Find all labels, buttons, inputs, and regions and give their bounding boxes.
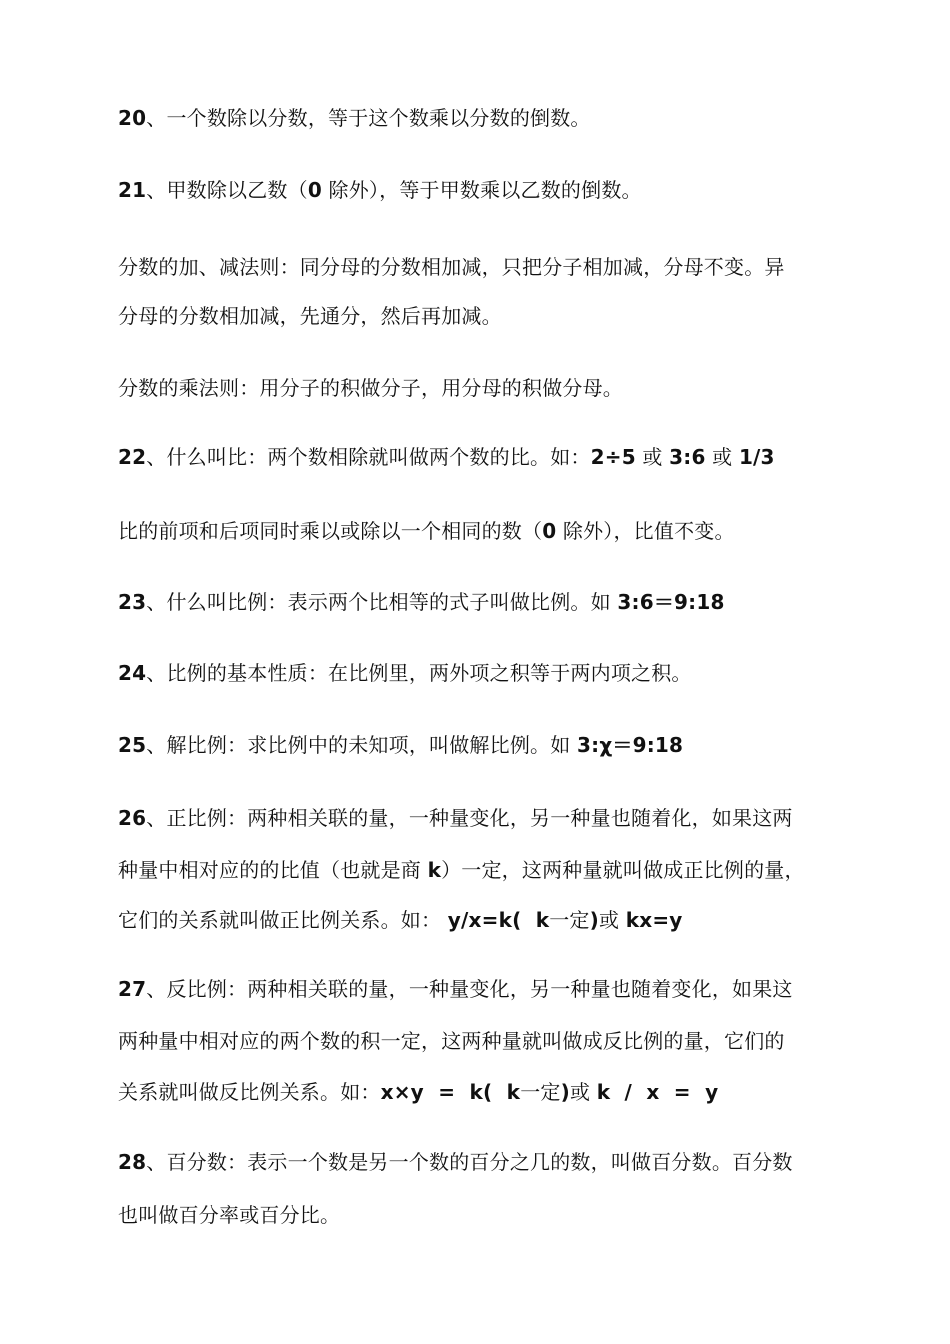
item-text: 一定 <box>520 1080 561 1104</box>
bold-math: x×y = k( k <box>380 1080 521 1104</box>
item-number: 25 <box>118 733 147 757</box>
bold-math: y/x=k( k <box>447 908 550 932</box>
item-number: 21 <box>118 178 147 202</box>
item-text: 一个数除以分数，等于这个数乘以分数的倒数。 <box>166 106 591 130</box>
bold-math: ) <box>560 1080 570 1104</box>
bold-math: 2÷5 <box>590 445 636 469</box>
bold-math: k <box>427 858 442 882</box>
item-text: 或 <box>598 908 626 932</box>
item-text: 反比例：两种相关联的量，一种量变化，另一种量也随着变化，如果这 <box>166 977 793 1001</box>
bold-math: 3:6＝9:18 <box>617 590 725 614</box>
item-28-line-2 <box>118 1202 840 1228</box>
item-text: 两种量中相对应的两个数的积一定，这两种量就叫做成反比例的量，它们的 <box>118 1029 785 1053</box>
bold-math: 0 <box>542 519 557 543</box>
bold-math: k / x = y <box>596 1080 719 1104</box>
separator: 、 <box>146 977 167 1001</box>
item-23 <box>118 589 840 615</box>
item-number: 20 <box>118 106 147 130</box>
item-text: 百分数：表示一个数是另一个数的百分之几的数，叫做百分数。百分数 <box>166 1150 793 1174</box>
item-27-line-1 <box>118 976 840 1002</box>
fraction-add-rule-line-1 <box>118 254 840 280</box>
item-22 <box>118 444 840 470</box>
item-25 <box>118 732 840 758</box>
bold-math: kx=y <box>625 908 683 932</box>
item-26-line-3 <box>118 907 840 933</box>
item-text: 分数的加、减法则：同分母的分数相加减，只把分子相加减，分母不变。异 <box>118 255 785 279</box>
fraction-add-rule-line-2 <box>118 303 840 329</box>
item-text: 什么叫比例：表示两个比相等的式子叫做比例。如 <box>166 590 618 614</box>
item-27-line-3 <box>118 1079 840 1105</box>
item-text: 分数的乘法则：用分子的积做分子，用分母的积做分母。 <box>118 376 623 400</box>
item-text: 或 <box>705 445 739 469</box>
item-number: 23 <box>118 590 147 614</box>
bold-math: ) <box>589 908 599 932</box>
item-text: 它们的关系就叫做正比例关系。如： <box>118 908 448 932</box>
item-text: 正比例：两种相关联的量，一种量变化，另一种量也随着化，如果这两 <box>166 806 793 830</box>
separator: 、 <box>146 661 167 685</box>
bold-math: 3:6 <box>669 445 706 469</box>
item-26-line-2 <box>118 857 840 883</box>
item-26-line-1 <box>118 805 840 831</box>
item-text: 什么叫比：两个数相除就叫做两个数的比。如： <box>166 445 591 469</box>
ratio-property <box>118 518 840 544</box>
item-text: 除外），等于甲数乘以乙数的倒数。 <box>321 178 642 202</box>
bold-math: 1/3 <box>738 445 775 469</box>
item-text: 解比例：求比例中的未知项，叫做解比例。如 <box>166 733 577 757</box>
item-text: 除外），比值不变。 <box>556 519 735 543</box>
item-number: 22 <box>118 445 147 469</box>
item-text: 比例的基本性质：在比例里，两外项之积等于两内项之积。 <box>166 661 692 685</box>
item-text: 或 <box>635 445 670 469</box>
bold-math: 3:χ＝9:18 <box>577 733 684 757</box>
item-24 <box>118 660 840 686</box>
fraction-multiply-rule <box>118 375 840 401</box>
separator: 、 <box>146 1150 167 1174</box>
item-28-line-1 <box>118 1149 840 1175</box>
item-text: 关系就叫做反比例关系。如： <box>118 1080 381 1104</box>
item-text: 分母的分数相加减，先通分，然后再加减。 <box>118 304 502 328</box>
item-text: 也叫做百分率或百分比。 <box>118 1203 341 1227</box>
separator: 、 <box>146 178 167 202</box>
item-number: 28 <box>118 1150 147 1174</box>
item-text: 种量中相对应的的比值（也就是商 <box>118 858 428 882</box>
item-number: 24 <box>118 661 147 685</box>
item-text: 一定 <box>549 908 590 932</box>
separator: 、 <box>146 106 167 130</box>
item-20 <box>118 105 840 131</box>
item-text: ）一定，这两种量就叫做成正比例的量， <box>441 858 805 882</box>
item-text: 甲数除以乙数（ <box>166 178 308 202</box>
separator: 、 <box>146 445 167 469</box>
separator: 、 <box>146 733 167 757</box>
separator: 、 <box>146 806 167 830</box>
item-text: 比的前项和后项同时乘以或除以一个相同的数（ <box>118 519 543 543</box>
item-21 <box>118 177 840 203</box>
item-text: 或 <box>569 1080 597 1104</box>
item-number: 26 <box>118 806 147 830</box>
bold-math: 0 <box>307 178 322 202</box>
item-27-line-2 <box>118 1028 840 1054</box>
separator: 、 <box>146 590 167 614</box>
item-number: 27 <box>118 977 147 1001</box>
